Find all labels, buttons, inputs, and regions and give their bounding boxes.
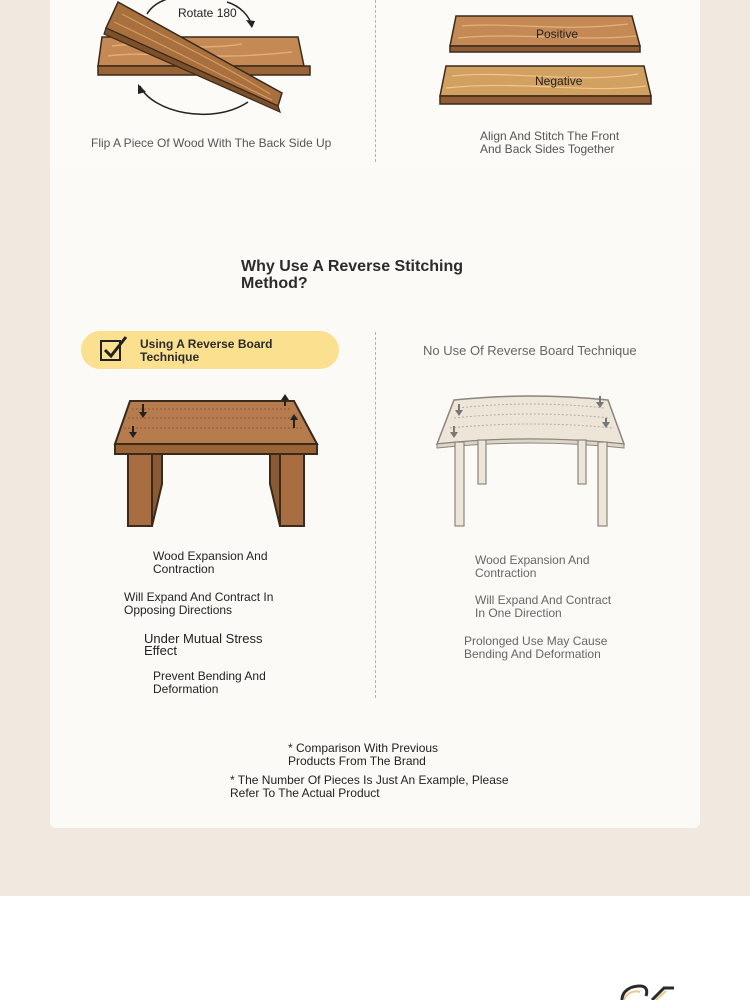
left-note-expansion-line1: Wood Expansion And — [153, 549, 268, 563]
align-caption-line1: Align And Stitch The Front — [480, 129, 620, 143]
left-note-expansion — [153, 550, 268, 576]
footnote-pieces-line2: Refer To The Actual Product — [230, 786, 380, 800]
positive-label: Positive — [536, 27, 579, 41]
align-caption — [480, 130, 619, 156]
right-note-expansion-line2: Contraction — [475, 566, 537, 580]
rotate-label: Rotate 180 — [178, 6, 237, 20]
badge-text-line1: Using A Reverse Board — [140, 337, 273, 351]
left-note-expansion-line2: Contraction — [153, 562, 215, 576]
left-note-prevent-line1: Prevent Bending And — [153, 669, 266, 683]
right-note-deformation-line1: Prolonged Use May Cause — [464, 634, 608, 648]
no-reverse-heading: No Use Of Reverse Board Technique — [423, 343, 637, 358]
footnote-comparison-line2: Products From The Brand — [288, 754, 426, 768]
left-note-prevent-line2: Deformation — [153, 682, 219, 696]
right-note-one-direction-line1: Will Expand And Contract — [475, 593, 612, 607]
negative-label: Negative — [535, 74, 583, 88]
section-title-line2: Method? — [241, 275, 308, 292]
left-note-prevent — [153, 670, 266, 696]
footnote-pieces-line1: * The Number Of Pieces Is Just An Example, Please — [230, 773, 509, 787]
right-note-expansion — [475, 554, 590, 580]
right-note-deformation — [464, 635, 607, 661]
center-divider — [375, 332, 376, 698]
left-note-stress — [144, 633, 263, 657]
section-title — [241, 258, 463, 292]
checkbox-checked-icon — [99, 335, 129, 363]
flip-caption: Flip A Piece Of Wood With The Back Side Up — [91, 136, 332, 150]
plain-board-table-illustration — [432, 390, 628, 532]
right-note-one-direction-line2: In One Direction — [475, 606, 562, 620]
left-note-opposing-line1: Will Expand And Contract In — [124, 590, 274, 604]
left-note-stress-line2: Effect — [144, 643, 178, 658]
footnote-comparison-line1: * Comparison With Previous — [288, 741, 439, 755]
left-note-opposing — [124, 591, 273, 617]
left-note-opposing-line2: Opposing Directions — [124, 603, 233, 617]
decorative-numeral-graphic — [612, 984, 684, 1000]
reverse-board-table-illustration — [112, 392, 322, 532]
right-note-expansion-line1: Wood Expansion And — [475, 553, 590, 567]
right-note-one-direction — [475, 594, 611, 620]
section-title-line1: Why Use A Reverse Stitching — [241, 258, 463, 275]
right-note-deformation-line2: Bending And Deformation — [464, 647, 601, 661]
footnote-pieces — [230, 774, 509, 800]
badge-text-line2: Technique — [140, 350, 200, 364]
badge-text — [140, 338, 273, 364]
footnote-comparison — [288, 742, 438, 768]
top-divider — [375, 0, 376, 162]
left-note-stress-line1: Under Mutual Stress — [144, 631, 263, 646]
align-caption-line2: And Back Sides Together — [480, 142, 615, 156]
